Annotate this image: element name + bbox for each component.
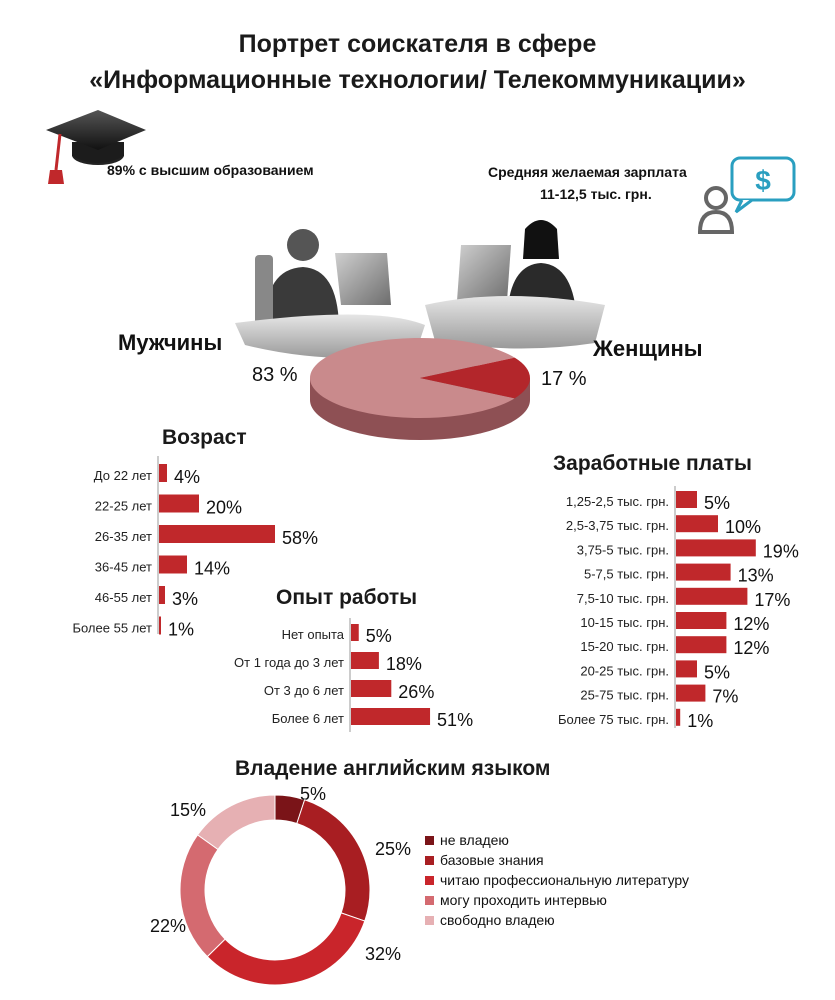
gender-pie-chart xyxy=(300,330,540,460)
age-bars-category-label: Более 55 лет xyxy=(72,620,152,636)
sal-bars-value-label: 12% xyxy=(733,638,770,659)
age-bars-category-label: 26-35 лет xyxy=(94,529,152,544)
age-bars-bar xyxy=(159,586,165,604)
sal-bars-bar xyxy=(676,685,705,702)
sal-bars-category-label: 5-7,5 тыс. грн. xyxy=(583,566,669,582)
sal-bars-value-label: 19% xyxy=(762,541,799,562)
english-legend-item xyxy=(425,850,689,870)
exp-bars-value-label: 26% xyxy=(398,682,435,702)
money-speech-bubble-icon xyxy=(690,150,805,250)
english-legend-swatch xyxy=(425,896,434,905)
english-donut-chart xyxy=(130,780,430,995)
sal-bars-bar xyxy=(676,660,697,677)
age-bars-bar xyxy=(159,556,187,574)
sal-bars-category-label: 1,25-2,5 тыс. грн. xyxy=(565,494,669,509)
salary-expectation-line-2: 11-12,5 тыс. грн. xyxy=(540,186,652,202)
sal-bars-category-label: 20-25 тыс. грн. xyxy=(580,663,669,679)
english-legend-item xyxy=(425,830,689,850)
salary-chart-title: Заработные платы xyxy=(553,452,752,475)
exp-bars-category-label: Более 6 лет xyxy=(271,711,344,726)
age-bars-category-label: До 22 лет xyxy=(93,468,152,483)
title-line-2: «Информационные технологии/ Телекоммуникации» xyxy=(89,66,746,94)
age-bars-bar xyxy=(159,525,275,543)
english-legend-label: свободно владею xyxy=(440,912,555,928)
english-legend-swatch xyxy=(425,856,434,865)
exp-bars-bar xyxy=(351,680,391,697)
exp-bars-bar xyxy=(351,652,379,669)
sal-bars-bar xyxy=(676,636,726,653)
age-bars-bar xyxy=(159,495,199,513)
english-donut-value-label: 22% xyxy=(150,916,187,936)
age-bars-value-label: 3% xyxy=(172,589,199,609)
sal-bars-category-label: 3,75-5 тыс. грн. xyxy=(576,542,669,558)
english-legend-item xyxy=(425,890,689,910)
sal-bars-category-label: 15-20 тыс. грн. xyxy=(580,639,669,655)
english-legend-swatch xyxy=(425,836,434,845)
exp-bars-bar xyxy=(351,624,359,641)
english-donut-segment xyxy=(180,835,225,957)
sal-bars-bar xyxy=(676,588,747,605)
english-legend-label: могу проходить интервью xyxy=(440,892,607,908)
sal-bars-category-label: 7,5-10 тыс. грн. xyxy=(576,590,669,606)
english-legend xyxy=(425,830,689,930)
english-chart-title: Владение английским языком xyxy=(235,757,551,780)
sal-bars-value-label: 13% xyxy=(737,565,774,586)
english-legend-item xyxy=(425,910,689,930)
sal-bars-value-label: 1% xyxy=(687,710,714,731)
sal-bars-category-label: 25-75 тыс. грн. xyxy=(580,687,669,703)
english-legend-label: базовые знания xyxy=(440,852,544,868)
men-percent: 83 % xyxy=(252,364,298,386)
women-percent: 17 % xyxy=(541,368,587,390)
sal-bars-category-label: 10-15 тыс. грн. xyxy=(580,615,669,630)
exp-bars-value-label: 18% xyxy=(385,654,422,674)
english-legend-item xyxy=(425,870,689,890)
sal-bars-value-label: 10% xyxy=(725,517,762,538)
english-donut-value-label: 32% xyxy=(365,944,402,964)
exp-bars-category-label: От 1 года до 3 лет xyxy=(234,655,344,670)
age-bars-bar xyxy=(159,464,167,482)
exp-bars-category-label: От 3 до 6 лет xyxy=(263,683,344,698)
age-bars-value-label: 4% xyxy=(174,467,201,487)
sal-bars-value-label: 7% xyxy=(712,686,739,707)
age-bars-value-label: 14% xyxy=(194,558,231,579)
women-label: Женщины xyxy=(593,336,703,361)
exp-bars-bar xyxy=(351,708,430,725)
exp-bars-value-label: 5% xyxy=(365,626,392,646)
english-donut-value-label: 5% xyxy=(300,784,327,804)
salary-expectation-line-1: Средняя желаемая зарплата xyxy=(488,164,687,180)
salary-bar-chart xyxy=(490,484,830,734)
sal-bars-bar xyxy=(676,539,756,556)
sal-bars-bar xyxy=(676,515,718,532)
age-bars-value-label: 1% xyxy=(168,619,195,640)
exp-bars-category-label: Нет опыта xyxy=(281,627,344,642)
age-bars-value-label: 58% xyxy=(282,528,319,548)
men-label: Мужчины xyxy=(118,330,223,355)
sal-bars-value-label: 17% xyxy=(754,589,791,610)
sal-bars-value-label: 5% xyxy=(704,662,731,683)
svg-text:$: $ xyxy=(755,165,771,196)
sal-bars-bar xyxy=(676,709,680,726)
age-bars-value-label: 20% xyxy=(206,497,243,518)
age-bars-category-label: 36-45 лет xyxy=(94,559,152,575)
english-donut-segment xyxy=(207,913,364,985)
sal-bars-bar xyxy=(676,491,697,508)
english-donut-value-label: 15% xyxy=(170,800,207,820)
age-bars-category-label: 22-25 лет xyxy=(94,498,152,514)
english-donut-segment xyxy=(297,800,370,921)
sal-bars-bar xyxy=(676,612,726,629)
sal-bars-category-label: 2,5-3,75 тыс. грн. xyxy=(565,518,669,534)
experience-bar-chart xyxy=(150,614,500,736)
sal-bars-bar xyxy=(676,564,731,581)
english-legend-swatch xyxy=(425,916,434,925)
exp-bars-value-label: 51% xyxy=(437,710,474,730)
english-legend-swatch xyxy=(425,876,434,885)
english-donut-value-label: 25% xyxy=(375,839,412,859)
age-bars-category-label: 46-55 лет xyxy=(94,590,152,605)
sal-bars-category-label: Более 75 тыс. грн. xyxy=(558,711,669,727)
title-line-1: Портрет соискателя в сфере xyxy=(238,30,597,58)
education-text: 89% с высшим образованием xyxy=(107,162,314,178)
english-donut-segment xyxy=(198,795,275,849)
age-chart-title: Возраст xyxy=(162,426,247,449)
english-legend-label: читаю профессиональную литературу xyxy=(440,872,690,888)
sal-bars-value-label: 12% xyxy=(733,614,770,634)
english-legend-label: не владею xyxy=(440,832,509,848)
experience-chart-title: Опыт работы xyxy=(276,586,418,609)
sal-bars-value-label: 5% xyxy=(704,493,731,513)
